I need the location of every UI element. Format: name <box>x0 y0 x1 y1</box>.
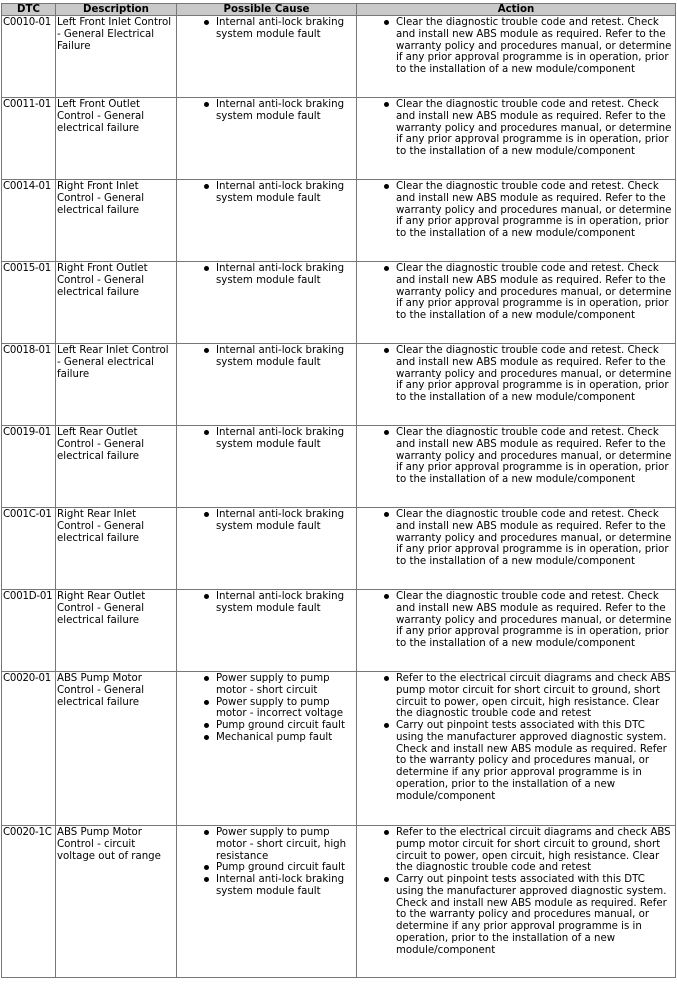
table-header-row <box>2 4 676 16</box>
dtc-description: Left Rear Inlet Control - General electrical failure <box>56 344 177 426</box>
possible-cause-cell <box>177 672 357 826</box>
action-item: Clear the diagnostic trouble code and retest. Check and install new ABS module as required. Refer to the warranty policy and procedures manual, or determine if any prior approval programme is in operation, prior to the installation of a new module/component <box>358 591 674 650</box>
action-cell <box>357 180 676 262</box>
action-cell <box>357 672 676 826</box>
possible-cause-cell <box>177 344 357 426</box>
table-row <box>2 98 676 180</box>
dtc-code: C001C-01 <box>2 508 56 590</box>
dtc-code: C0019-01 <box>2 426 56 508</box>
dtc-description: Left Front Outlet Control - General electrical failure <box>56 98 177 180</box>
table-body <box>2 16 676 978</box>
action-item: Clear the diagnostic trouble code and retest. Check and install new ABS module as required. Refer to the warranty policy and procedures manual, or determine if any prior approval programme is in operation, prior to the installation of a new module/component <box>358 181 674 240</box>
dtc-description: Right Front Outlet Control - General electrical failure <box>56 262 177 344</box>
possible-cause-item: Power supply to pump motor - short circuit <box>178 673 355 697</box>
action-cell <box>357 98 676 180</box>
dtc-code: C001D-01 <box>2 590 56 672</box>
dtc-code: C0014-01 <box>2 180 56 262</box>
possible-cause-list <box>178 827 355 898</box>
action-cell <box>357 426 676 508</box>
action-list <box>358 427 674 486</box>
action-cell <box>357 344 676 426</box>
table-row <box>2 16 676 98</box>
table-row <box>2 180 676 262</box>
header-dtc: DTC <box>2 4 56 16</box>
table-row <box>2 508 676 590</box>
table-row <box>2 262 676 344</box>
dtc-code: C0015-01 <box>2 262 56 344</box>
possible-cause-item: Power supply to pump motor - incorrect voltage <box>178 697 355 721</box>
header-possible-cause: Possible Cause <box>177 4 357 16</box>
action-list <box>358 263 674 322</box>
possible-cause-list <box>178 99 355 123</box>
possible-cause-item: Internal anti-lock braking system module fault <box>178 263 355 287</box>
dtc-description: Right Rear Inlet Control - General electrical failure <box>56 508 177 590</box>
possible-cause-cell <box>177 508 357 590</box>
possible-cause-item: Internal anti-lock braking system module fault <box>178 427 355 451</box>
action-list <box>358 345 674 404</box>
dtc-code: C0011-01 <box>2 98 56 180</box>
possible-cause-cell <box>177 826 357 978</box>
action-item: Clear the diagnostic trouble code and retest. Check and install new ABS module as required. Refer to the warranty policy and procedures manual, or determine if any prior approval programme is in operation, prior to the installation of a new module/component <box>358 17 674 76</box>
possible-cause-item: Mechanical pump fault <box>178 732 355 744</box>
action-cell <box>357 262 676 344</box>
table-row <box>2 426 676 508</box>
possible-cause-item: Internal anti-lock braking system module fault <box>178 181 355 205</box>
dtc-description: ABS Pump Motor Control - General electrical failure <box>56 672 177 826</box>
action-cell <box>357 16 676 98</box>
action-list <box>358 181 674 240</box>
action-item: Clear the diagnostic trouble code and retest. Check and install new ABS module as required. Refer to the warranty policy and procedures manual, or determine if any prior approval programme is in operation, prior to the installation of a new module/component <box>358 427 674 486</box>
action-item: Clear the diagnostic trouble code and retest. Check and install new ABS module as required. Refer to the warranty policy and procedures manual, or determine if any prior approval programme is in operation, prior to the installation of a new module/component <box>358 99 674 158</box>
dtc-description: Right Rear Outlet Control - General electrical failure <box>56 590 177 672</box>
possible-cause-list <box>178 591 355 615</box>
dtc-code: C0020-1C <box>2 826 56 978</box>
possible-cause-item: Internal anti-lock braking system module fault <box>178 17 355 41</box>
possible-cause-list <box>178 427 355 451</box>
possible-cause-cell <box>177 98 357 180</box>
action-list <box>358 827 674 956</box>
possible-cause-list <box>178 509 355 533</box>
possible-cause-list <box>178 263 355 287</box>
possible-cause-item: Internal anti-lock braking system module fault <box>178 99 355 123</box>
action-item: Clear the diagnostic trouble code and retest. Check and install new ABS module as required. Refer to the warranty policy and procedures manual, or determine if any prior approval programme is in operation, prior to the installation of a new module/component <box>358 263 674 322</box>
action-item: Clear the diagnostic trouble code and retest. Check and install new ABS module as required. Refer to the warranty policy and procedures manual, or determine if any prior approval programme is in operation, prior to the installation of a new module/component <box>358 509 674 568</box>
dtc-description: Left Rear Outlet Control - General electrical failure <box>56 426 177 508</box>
action-cell <box>357 590 676 672</box>
header-description: Description <box>56 4 177 16</box>
table-row <box>2 344 676 426</box>
possible-cause-cell <box>177 426 357 508</box>
action-item: Clear the diagnostic trouble code and retest. Check and install new ABS module as required. Refer to the warranty policy and procedures manual, or determine if any prior approval programme is in operation, prior to the installation of a new module/component <box>358 345 674 404</box>
action-list <box>358 509 674 568</box>
possible-cause-item: Internal anti-lock braking system module fault <box>178 345 355 369</box>
action-list <box>358 99 674 158</box>
table-row <box>2 590 676 672</box>
possible-cause-list <box>178 345 355 369</box>
action-list <box>358 591 674 650</box>
possible-cause-item: Pump ground circuit fault <box>178 720 355 732</box>
action-item: Refer to the electrical circuit diagrams and check ABS pump motor circuit for short circuit to ground, short circuit to power, open circuit, high resistance. Clear the diagnostic trouble code and retest <box>358 673 674 720</box>
action-list <box>358 673 674 802</box>
possible-cause-item: Internal anti-lock braking system module fault <box>178 874 355 898</box>
dtc-code: C0010-01 <box>2 16 56 98</box>
table-row <box>2 826 676 978</box>
dtc-description: ABS Pump Motor Control - circuit voltage out of range <box>56 826 177 978</box>
dtc-description: Right Front Inlet Control - General electrical failure <box>56 180 177 262</box>
dtc-code: C0020-01 <box>2 672 56 826</box>
possible-cause-item: Power supply to pump motor - short circuit, high resistance <box>178 827 355 862</box>
possible-cause-list <box>178 673 355 744</box>
action-cell <box>357 508 676 590</box>
possible-cause-item: Internal anti-lock braking system module fault <box>178 591 355 615</box>
possible-cause-cell <box>177 590 357 672</box>
action-cell <box>357 826 676 978</box>
action-item: Carry out pinpoint tests associated with this DTC using the manufacturer approved diagnostic system. Check and install new ABS module as required. Refer to the warranty policy and procedures manual, or determine if any prior approval programme is in operation, prior to the installation of a new module/component <box>358 874 674 956</box>
possible-cause-cell <box>177 16 357 98</box>
possible-cause-cell <box>177 262 357 344</box>
action-item: Refer to the electrical circuit diagrams and check ABS pump motor circuit for short circuit to ground, short circuit to power, open circuit, high resistance. Clear the diagnostic trouble code and retest <box>358 827 674 874</box>
possible-cause-list <box>178 17 355 41</box>
action-list <box>358 17 674 76</box>
possible-cause-cell <box>177 180 357 262</box>
possible-cause-item: Internal anti-lock braking system module fault <box>178 509 355 533</box>
dtc-code: C0018-01 <box>2 344 56 426</box>
header-action: Action <box>357 4 676 16</box>
dtc-description: Left Front Inlet Control - General Electrical Failure <box>56 16 177 98</box>
dtc-table <box>1 3 676 978</box>
table-row <box>2 672 676 826</box>
action-item: Carry out pinpoint tests associated with this DTC using the manufacturer approved diagnostic system. Check and install new ABS module as required. Refer to the warranty policy and procedures manual, or determine if any prior approval programme is in operation, prior to the installation of a new module/component <box>358 720 674 802</box>
possible-cause-item: Pump ground circuit fault <box>178 862 355 874</box>
possible-cause-list <box>178 181 355 205</box>
